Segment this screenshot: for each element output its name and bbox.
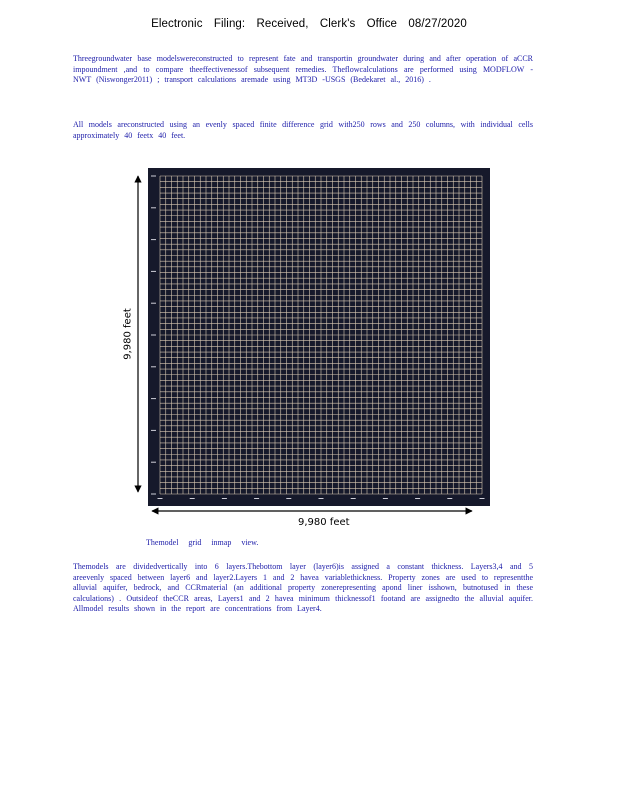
y-tick-mark [151,239,156,240]
x-tick-mark [254,498,259,499]
y-tick-mark [151,430,156,431]
x-dimension-label: 9,980 feet [298,517,350,528]
filing-header: Electronic Filing: Received, Clerk's Office 08/27/2020 [151,18,467,30]
x-tick-mark [480,498,485,499]
paragraph-model-overview: Threegroundwater base modelswereconstructed to represent fate and transportin groundwater during and after operation of aCCR impoundment ,and to compare theeffectivenessof subsequent remedies. Theflowcalculations are performed using MODFLOW -NWT (Niswonger2011) ; transport calculations aremade using MT3D -USGS (Bedekaret al., 2016) . [73,54,533,84]
y-tick-mark [151,335,156,336]
x-tick-mark [158,498,163,499]
y-tick-mark [151,494,156,495]
x-tick-mark [319,498,324,499]
y-tick-mark [151,207,156,208]
grid-background [148,168,490,506]
y-tick-mark [151,303,156,304]
y-tick-mark [151,398,156,399]
x-tick-mark [222,498,227,499]
model-grid-figure [148,168,490,506]
x-tick-mark [286,498,291,499]
x-tick-mark [383,498,388,499]
paragraph-grid-description: All models areconstructed using an evenly spaced finite difference grid with250 rows and 250 columns, with individual cells approximately 40 feetx 40 feet. [73,120,533,140]
model-grid-map [148,168,490,506]
y-tick-mark [151,271,156,272]
y-tick-mark [151,366,156,367]
y-dimension-label: 9,980 feet [122,308,134,360]
x-tick-mark [351,498,356,499]
y-tick-mark [151,462,156,463]
figure-caption: Themodel grid inmap view. [146,538,259,547]
paragraph-layers: Themodels are dividedvertically into 6 layers.Thebottom layer (layer6)is assigned a constant thickness. Layers3,4 and 5 areevenly spaced between layer6 and layer2.Layers 1 and 2 havea variablethickness. Property zones are used to representthe alluvial aquifer, bedrock, and CCRmaterial (an additional property zonerepresenting apond liner isshown, butnotused in these calculations) . Outsideof theCCR areas, Layers1 and 2 havea minimum thicknessof1 footand are assignedto the alluvial aquifer. Allmodel results shown in the report are concentrations from Layer4. [73,562,533,613]
x-tick-mark [190,498,195,499]
x-tick-mark [415,498,420,499]
x-tick-mark [447,498,452,499]
y-tick-mark [151,176,156,177]
